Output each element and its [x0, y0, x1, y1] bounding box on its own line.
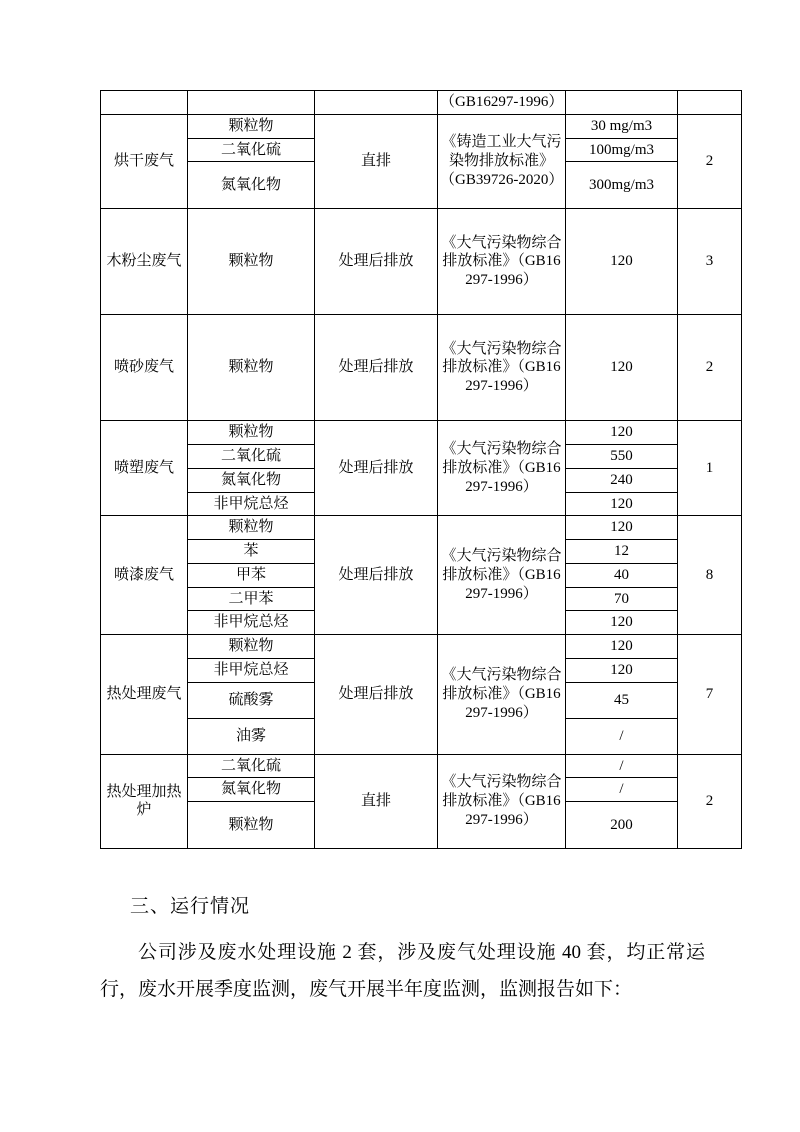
cell-pollutant: 二氧化硫 [188, 754, 315, 778]
cell-standard: 《大气污染物综合排放标准》（GB16297-1996） [438, 421, 566, 516]
cell-method: 直排 [315, 114, 438, 209]
cell-pollutant: 油雾 [188, 718, 315, 754]
cell-count: 2 [678, 315, 742, 421]
cell-source: 喷漆废气 [101, 516, 188, 635]
cell-pollutant: 非甲烷总烃 [188, 492, 315, 516]
cell-limit: 550 [566, 445, 678, 469]
cell-standard: 《大气污染物综合排放标准》（GB16297-1996） [438, 635, 566, 755]
cell-standard: （GB16297-1996） [438, 91, 566, 115]
cell-pollutant: 颗粒物 [188, 209, 315, 315]
cell-pollutant: 颗粒物 [188, 114, 315, 138]
cell-pollutant: 氮氧化物 [188, 468, 315, 492]
cell-method: 处理后排放 [315, 635, 438, 755]
cell-limit: 120 [566, 421, 678, 445]
table-row [101, 421, 742, 445]
table-row [101, 209, 742, 315]
cell-standard: 《大气污染物综合排放标准》（GB16297-1996） [438, 516, 566, 635]
cell-pollutant: 氮氧化物 [188, 162, 315, 209]
cell-pollutant: 二氧化硫 [188, 445, 315, 469]
cell-standard: 《大气污染物综合排放标准》（GB16297-1996） [438, 754, 566, 849]
cell-standard: 《大气污染物综合排放标准》（GB16297-1996） [438, 315, 566, 421]
cell-count: 3 [678, 209, 742, 315]
table-row [101, 114, 742, 138]
cell-source: 烘干废气 [101, 114, 188, 209]
cell-limit: 30 mg/m3 [566, 114, 678, 138]
cell-pollutant: 非甲烷总烃 [188, 658, 315, 682]
table-row [101, 91, 742, 115]
cell-source: 木粉尘废气 [101, 209, 188, 315]
table-row [101, 754, 742, 778]
cell-source: 热处理废气 [101, 635, 188, 755]
cell-pollutant: 氮氧化物 [188, 778, 315, 802]
table-row [101, 635, 742, 659]
cell-source: 喷塑废气 [101, 421, 188, 516]
cell-limit: 120 [566, 658, 678, 682]
cell-method [315, 91, 438, 115]
cell-count: 8 [678, 516, 742, 635]
cell-pollutant: 苯 [188, 540, 315, 564]
cell-limit: 300mg/m3 [566, 162, 678, 209]
cell-limit: 12 [566, 540, 678, 564]
cell-method: 处理后排放 [315, 315, 438, 421]
emission-standards-table [100, 90, 742, 849]
cell-source [101, 91, 188, 115]
cell-limit: 240 [566, 468, 678, 492]
cell-limit: 200 [566, 802, 678, 849]
cell-count: 2 [678, 114, 742, 209]
cell-pollutant: 二氧化硫 [188, 138, 315, 162]
cell-limit: 45 [566, 682, 678, 718]
table-body [101, 91, 742, 849]
cell-limit [566, 91, 678, 115]
cell-limit: 120 [566, 516, 678, 540]
cell-limit: 120 [566, 635, 678, 659]
cell-limit: 120 [566, 611, 678, 635]
cell-count: 7 [678, 635, 742, 755]
cell-pollutant: 颗粒物 [188, 802, 315, 849]
cell-method: 处理后排放 [315, 209, 438, 315]
cell-limit: 100mg/m3 [566, 138, 678, 162]
cell-limit: / [566, 778, 678, 802]
section-paragraph: 公司涉及废水处理设施 2 套，涉及废气处理设施 40 套，均正常运行，废水开展季度监测，废气开展半年度监测，监测报告如下： [100, 942, 705, 1001]
cell-pollutant: 颗粒物 [188, 421, 315, 445]
cell-limit: 40 [566, 563, 678, 587]
cell-count: 1 [678, 421, 742, 516]
cell-pollutant: 颗粒物 [188, 516, 315, 540]
cell-pollutant: 颗粒物 [188, 635, 315, 659]
cell-method: 处理后排放 [315, 421, 438, 516]
cell-pollutant: 硫酸雾 [188, 682, 315, 718]
cell-pollutant: 颗粒物 [188, 315, 315, 421]
cell-pollutant: 甲苯 [188, 563, 315, 587]
cell-limit: 120 [566, 492, 678, 516]
cell-method: 处理后排放 [315, 516, 438, 635]
cell-standard: 《铸造工业大气污染物排放标准》（GB39726-2020） [438, 114, 566, 209]
cell-pollutant: 二甲苯 [188, 587, 315, 611]
section-heading: 三、运行情况 [130, 896, 251, 917]
cell-standard: 《大气污染物综合排放标准》（GB16297-1996） [438, 209, 566, 315]
cell-limit: / [566, 754, 678, 778]
cell-source: 热处理加热炉 [101, 754, 188, 849]
table-row [101, 516, 742, 540]
cell-count: 2 [678, 754, 742, 849]
cell-limit: / [566, 718, 678, 754]
cell-limit: 120 [566, 315, 678, 421]
cell-pollutant [188, 91, 315, 115]
cell-source: 喷砂废气 [101, 315, 188, 421]
cell-count [678, 91, 742, 115]
cell-limit: 70 [566, 587, 678, 611]
table-row [101, 315, 742, 421]
cell-limit: 120 [566, 209, 678, 315]
cell-method: 直排 [315, 754, 438, 849]
cell-pollutant: 非甲烷总烃 [188, 611, 315, 635]
